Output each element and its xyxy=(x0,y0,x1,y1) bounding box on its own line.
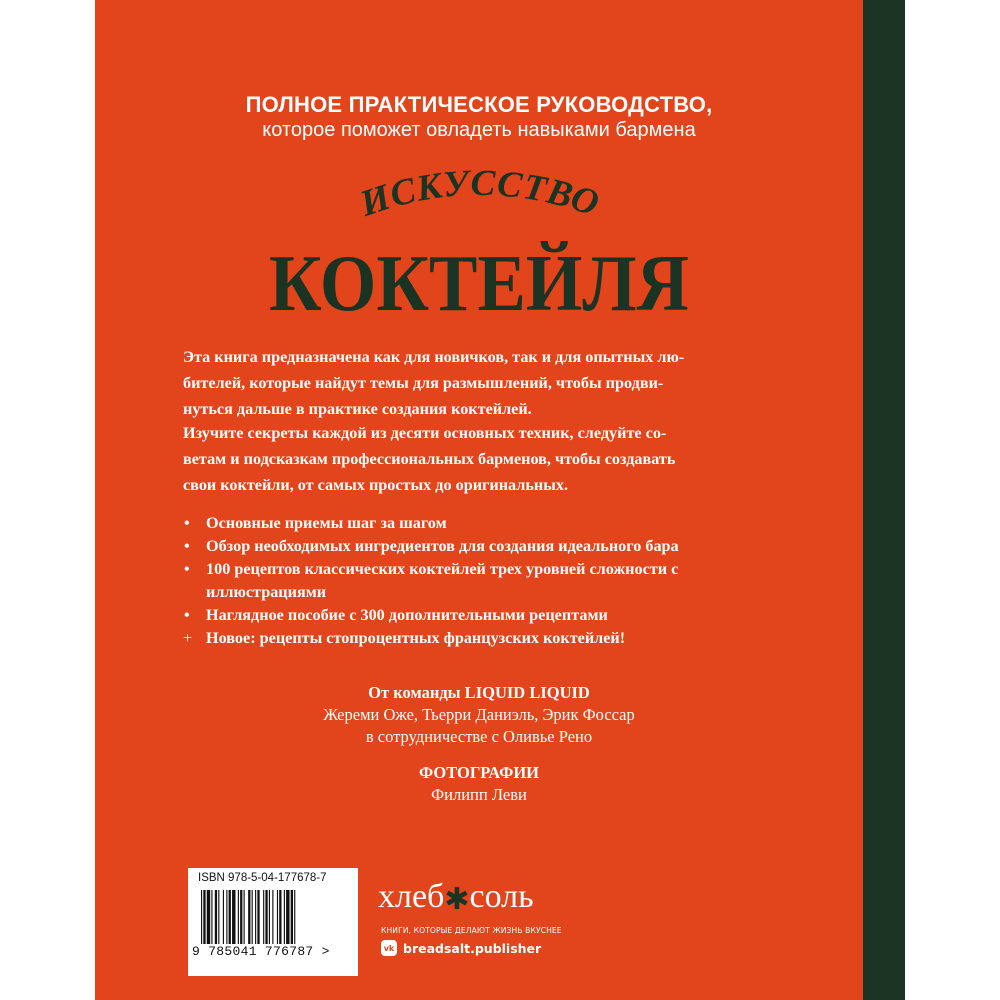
barcode-bar xyxy=(291,890,293,944)
feature-item-new xyxy=(183,627,783,650)
vk-icon: vk xyxy=(381,940,397,956)
barcode-bar xyxy=(252,890,253,944)
barcode-bar xyxy=(223,890,224,944)
barcode-bar xyxy=(265,890,267,944)
description-line: нуться дальше в практике создания коктейлей. xyxy=(183,400,532,418)
barcode-bar xyxy=(229,890,231,944)
barcode-image xyxy=(201,890,347,944)
description-paragraph-1 xyxy=(183,344,785,422)
features-list xyxy=(183,512,783,650)
barcode-bar xyxy=(248,890,250,944)
feature-text: Основные приемы шаг за шагом xyxy=(206,514,447,532)
tagline-heading: ПОЛНОЕ ПРАКТИЧЕСКОЕ РУКОВОДСТВО, xyxy=(245,92,713,117)
bullet-marker: • xyxy=(184,606,190,624)
logo-word-right: соль xyxy=(469,878,534,915)
authors-credits xyxy=(95,682,863,748)
tagline xyxy=(95,92,863,142)
barcode-bar xyxy=(277,890,278,944)
photo-heading: ФОТОГРАФИИ xyxy=(418,763,539,782)
barcode-bar xyxy=(244,890,245,944)
publisher-logo xyxy=(378,877,534,918)
barcode-digits: 9 785041 776787 > xyxy=(192,944,330,959)
social-handle: breadsalt.publisher xyxy=(403,940,542,956)
barcode-bar xyxy=(279,890,281,944)
social-link[interactable] xyxy=(381,940,541,956)
book-title xyxy=(95,170,863,330)
barcode-bar xyxy=(207,890,210,944)
barcode-bar xyxy=(269,890,270,944)
asterisk-flower-icon: ✱ xyxy=(444,883,470,916)
bullet-marker: • xyxy=(184,560,190,578)
description-line: Эта книга предназначена как для новичков, так и для опытных лю- xyxy=(183,348,685,366)
description-line: бителей, которые найдут темы для размышлений, чтобы продви- xyxy=(183,374,664,392)
logo-word-left: хлеб xyxy=(378,878,445,915)
publisher-slogan: КНИГИ, КОТОРЫЕ ДЕЛАЮТ ЖИЗНЬ ВКУСНЕЕ xyxy=(381,926,562,935)
title-big-text: КОКТЕЙЛЯ xyxy=(269,240,689,328)
authors-names: Жереми Оже, Тьерри Даниэль, Эрик Фоссар xyxy=(323,705,635,724)
bullet-marker: • xyxy=(184,537,190,555)
description-line: свои коктейли, от самых простых до оригинальных. xyxy=(183,476,569,494)
title-small-text: ИСКУССТВО xyxy=(355,170,605,225)
barcode-bar xyxy=(294,890,295,944)
isbn-number: ISBN 978-5-04-177678-7 xyxy=(198,872,327,884)
barcode-bar xyxy=(263,890,264,944)
barcode-bar xyxy=(226,890,227,944)
feature-item xyxy=(183,558,783,604)
barcode-bar xyxy=(284,890,285,944)
barcode-bar xyxy=(232,890,235,944)
barcode-block xyxy=(188,868,358,976)
photographer-name: Филипп Леви xyxy=(431,785,527,804)
collaboration-note: в сотрудничестве с Оливье Рено xyxy=(365,727,593,746)
bullet-marker: • xyxy=(184,514,190,532)
feature-item xyxy=(183,535,783,558)
description-line: Изучите секреты каждой из десяти основных техник, следуйте со- xyxy=(183,424,667,442)
barcode-bar xyxy=(201,890,202,944)
barcode-bar xyxy=(211,890,212,944)
barcode-bar xyxy=(238,890,239,944)
feature-item xyxy=(183,604,783,627)
description-line: ветам и подсказкам профессиональных барменов, чтобы создавать xyxy=(183,450,676,468)
title-small-arched xyxy=(354,170,605,225)
barcode-bar xyxy=(215,890,217,944)
barcode-bar xyxy=(257,890,259,944)
description-paragraph-2 xyxy=(183,420,785,498)
barcode-bar xyxy=(272,890,273,944)
barcode-bar xyxy=(286,890,289,944)
photo-credits xyxy=(95,762,863,806)
feature-text: Наглядное пособие с 300 дополнительными рецептами xyxy=(206,606,608,624)
barcode-bar xyxy=(255,890,256,944)
barcode-bar xyxy=(218,890,219,944)
tagline-subheading: которое поможет овладеть навыками бармена xyxy=(262,119,696,141)
barcode-bar xyxy=(203,890,205,944)
feature-item xyxy=(183,512,783,535)
plus-marker: + xyxy=(183,629,193,647)
book-spine xyxy=(863,0,905,1000)
feature-text: Обзор необходимых ингредиентов для создания идеального бара xyxy=(206,537,679,555)
barcode-bar xyxy=(240,890,242,944)
feature-text: Новое: рецепты стопроцентных французских коктейлей! xyxy=(206,629,626,647)
book-back-cover xyxy=(95,0,863,1000)
feature-text: 100 рецептов классических коктейлей трех уровней сложности с иллюстрациями xyxy=(206,560,679,601)
team-heading: От команды LIQUID LIQUID xyxy=(368,683,590,702)
